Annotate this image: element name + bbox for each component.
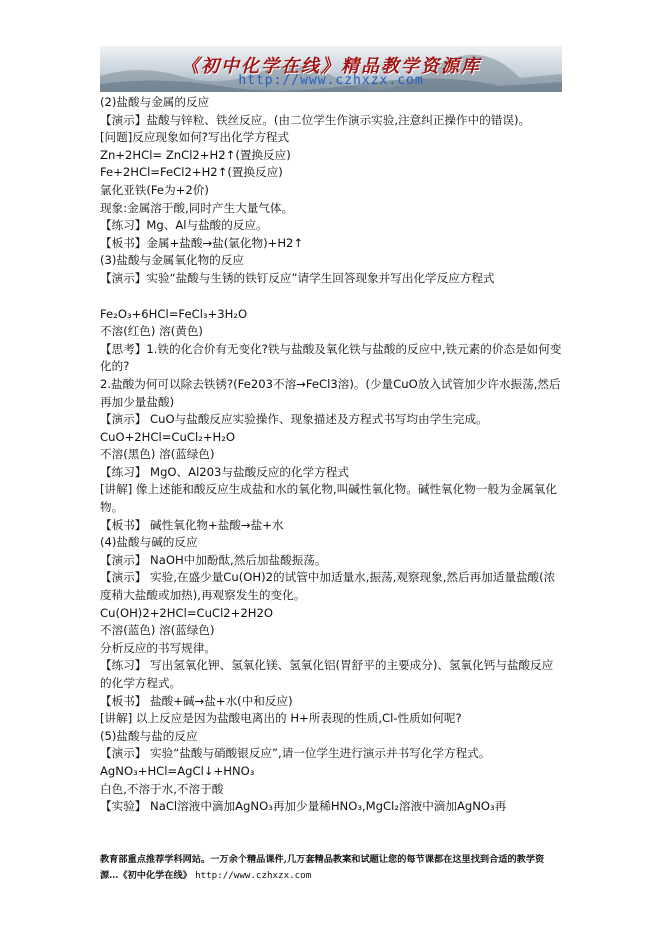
demo-paragraph: 【演示】 CuO与盐酸反应实验操作、现象描述及方程式书写均由学生完成。 [100, 412, 488, 427]
banner-title: 《初中化学在线》精品教学资源库 [181, 56, 481, 77]
equation-line: Fe₂O₃+6HCl=FeCl₃+3H₂O [100, 306, 248, 321]
equation-line: Zn+2HCl= ZnCl2+H2↑(置换反应) [100, 147, 291, 162]
demo-paragraph: 【演示】 实验“盐酸与硝酸银反应”,请一位学生进行演示并书写化学方程式。 [100, 746, 491, 761]
section-heading: (4)盐酸与碱的反应 [100, 535, 198, 550]
board-line: 【板书】 盐酸+碱→盐+水(中和反应) [100, 693, 293, 708]
equation-line: Cu(OH)2+2HCl=CuCl2+2H2O [100, 605, 273, 620]
footer-text: 教育部重点推荐学科网站。一万余个精品课件,几万套精品教案和试题让您的每节课都在这里找到合适的教学资源…《初中化学在线》 [100, 854, 545, 881]
text-line: 不溶(蓝色) 溶(蓝绿色) [100, 623, 215, 638]
board-line: 【板书】金属+盐酸→盐(氯化物)+H2↑ [100, 235, 304, 250]
equation-line: CuO+2HCl=CuCl₂+H₂O [100, 429, 236, 444]
question-line: [问题]反应现象如何?写出化学方程式 [100, 130, 290, 145]
demo-paragraph: 【演示】实验“盐酸与生锈的铁钉反应”请学生回答现象并写出化学反应方程式 [100, 270, 495, 285]
equation-line: AgNO₃+HCl=AgCl↓+HNO₃ [100, 763, 255, 778]
text-line: 白色,不溶于水,不溶于酸 [100, 781, 224, 796]
section-heading: (3)盐酸与金属氧化物的反应 [100, 253, 244, 268]
exercise-line: 【练习】Mg、Al与盐酸的反应。 [100, 218, 268, 233]
blank-line [100, 288, 562, 306]
explain-paragraph: [讲解] 以上反应是因为盐酸电离出的 H+所表现的性质,Cl-性质如何呢? [100, 711, 462, 726]
board-line: 【板书】 碱性氧化物+盐酸→盐+水 [100, 517, 284, 532]
equation-line: Fe+2HCl=FeCl2+H2↑(置换反应) [100, 165, 283, 180]
text-line: 分析反应的书写规律。 [100, 640, 216, 655]
think-paragraph: 【思考】1.铁的化合价有无变化?铁与盐酸及氧化铁与盐酸的反应中,铁元素的价态是如何变化的? [100, 341, 562, 374]
exercise-line: 【练习】 MgO、Al203与盐酸反应的化学方程式 [100, 464, 349, 479]
text-paragraph: 2.盐酸为何可以除去铁锈?(Fe203不溶→FeCl3溶)。(少量CuO放入试管加少许水振荡,然后再加少量盐酸) [100, 376, 561, 409]
experiment-line: 【实验】 NaCl溶液中滴加AgNO₃再加少量稀HNO₃,MgCl₂溶液中滴加AgNO₃再 [100, 799, 507, 814]
text-line: 不溶(黑色) 溶(蓝绿色) [100, 447, 215, 462]
demo-paragraph: 【演示】 NaOH中加酚酞,然后加盐酸振荡。 [100, 552, 327, 567]
document-body [100, 94, 562, 816]
demo-paragraph: 【演示】盐酸与锌粒、铁丝反应。(由二位学生作演示实验,注意纠正操作中的错误)。 [100, 112, 531, 127]
section-heading: (5)盐酸与盐的反应 [100, 728, 198, 743]
text-line: 氯化亚铁(Fe为+2价) [100, 182, 209, 197]
page-footer [100, 852, 562, 884]
exercise-paragraph: 【练习】 写出氢氧化钾、氢氧化镁、氢氧化铝(胃舒平的主要成分)、氢氧化钙与盐酸反应的化学方程式。 [100, 658, 554, 690]
text-line: 不溶(红色) 溶(黄色) [100, 324, 203, 339]
text-line: 现象:金属溶于酸,同时产生大量气体。 [100, 200, 294, 215]
demo-paragraph: 【演示】 实验,在盛少量Cu(OH)2的试管中加适量水,振荡,观察现象,然后再加适量盐酸(浓度稍大盐酸或加热),再观察发生的变化。 [100, 570, 556, 603]
footer-url[interactable]: http://www.czhxzx.com [195, 870, 312, 881]
banner-url[interactable]: http://www.czhxzx.com [238, 73, 424, 88]
header-banner [100, 46, 562, 92]
explain-paragraph: [讲解] 像上述能和酸反应生成盐和水的氧化物,叫碱性氧化物。碱性氧化物一般为金属氧化物。 [100, 482, 557, 515]
section-heading: (2)盐酸与金属的反应 [100, 95, 210, 109]
